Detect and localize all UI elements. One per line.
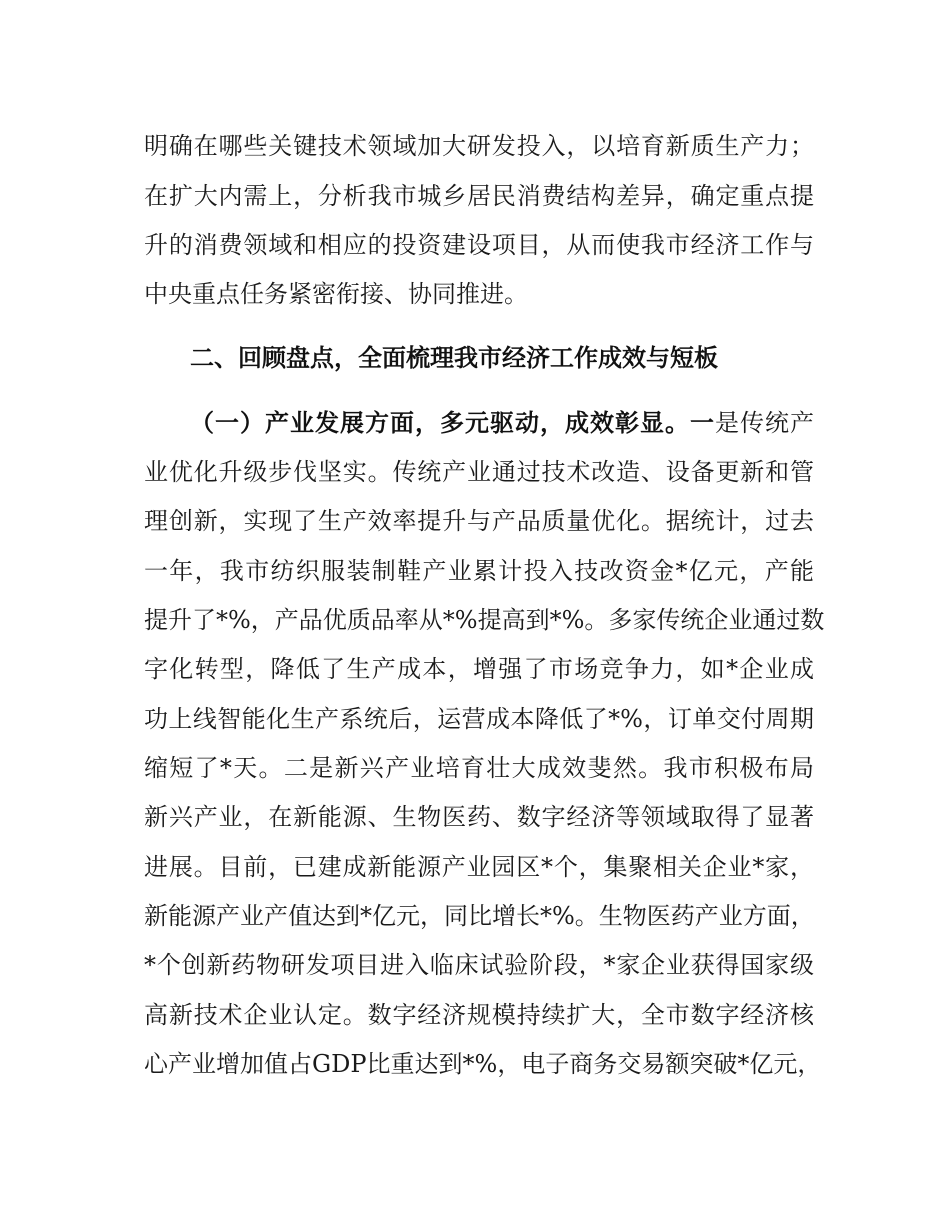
paragraph-line: 升的消费领域和相应的投资建设项目，从而使我市经济工作与 — [144, 231, 814, 259]
paragraph-line: 功上线智能化生产系统后，运营成本降低了*%，订单交付周期 — [144, 705, 814, 733]
paragraph-line: 一年，我市纺织服装制鞋产业累计投入技改资金*亿元，产能 — [144, 557, 814, 585]
paragraph-line: 字化转型，降低了生产成本，增强了市场竞争力，如*企业成 — [144, 655, 814, 683]
paragraph-line: 中央重点任务紧密衔接、协同推进。 — [144, 280, 528, 308]
paragraph-line: 心产业增加值占GDP比重达到*%，电子商务交易额突破*亿元， — [144, 1050, 822, 1078]
paragraph-line: 业优化升级步伐坚实。传统产业通过技术改造、设备更新和管 — [144, 458, 814, 486]
paragraph-line: 明确在哪些关键技术领域加大研发投入，以培育新质生产力； — [144, 132, 814, 160]
point-marker: 一 — [690, 409, 715, 437]
paragraph-line: 进展。目前，已建成新能源产业园区*个，集聚相关企业*家， — [144, 853, 814, 881]
paragraph-line: 高新技术企业认定。数字经济规模持续扩大，全市数字经济核 — [144, 1001, 814, 1029]
paragraph-line: 缩短了*天。二是新兴产业培育壮大成效斐然。我市积极布局 — [144, 754, 814, 782]
paragraph-line: 理创新，实现了生产效率提升与产品质量优化。据统计，过去 — [144, 507, 814, 535]
paragraph-line: *个创新药物研发项目进入临床试验阶段，*家企业获得国家级 — [144, 951, 814, 979]
first-line-text: 是传统产 — [715, 409, 814, 437]
paragraph-first-line — [190, 407, 814, 439]
subheading: （一）产业发展方面，多元驱动，成效彰显。 — [190, 409, 690, 437]
paragraph-line: 新兴产业，在新能源、生物医药、数字经济等领域取得了显著 — [144, 803, 814, 831]
paragraph-line: 在扩大内需上，分析我市城乡居民消费结构差异，确定重点提 — [144, 182, 814, 210]
paragraph-line: 提升了*%，产品优质品率从*%提高到*%。多家传统企业通过数 — [144, 606, 825, 634]
section-heading: 二、回顾盘点，全面梳理我市经济工作成效与短板 — [190, 344, 718, 372]
paragraph-line: 新能源产业产值达到*亿元，同比增长*%。生物医药产业方面， — [144, 902, 815, 930]
